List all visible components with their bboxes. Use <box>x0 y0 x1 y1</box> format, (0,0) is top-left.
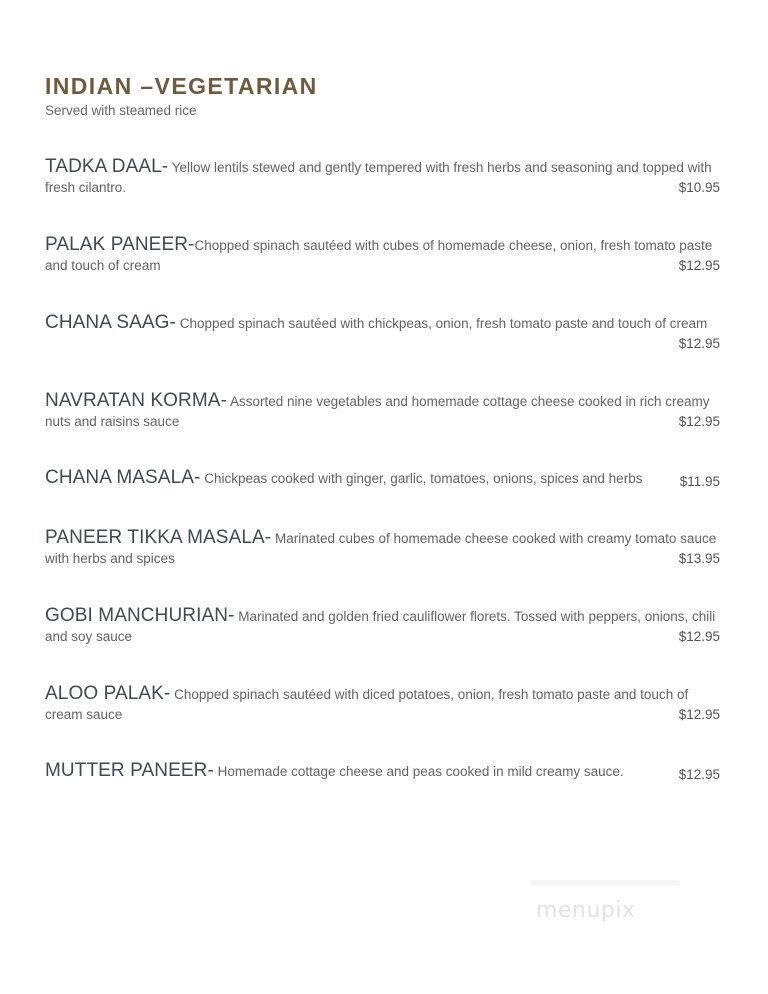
item-price: $10.95 <box>678 180 720 195</box>
menu-item-paneer-tikka-masala <box>45 527 720 569</box>
item-price: $11.95 <box>679 474 720 489</box>
item-name: PALAK PANEER- <box>45 234 195 255</box>
item-price: $12.95 <box>678 336 720 351</box>
menu-item-mutter-paneer <box>45 760 720 782</box>
item-price: $12.95 <box>678 629 720 644</box>
menu-item-tadka-daal <box>45 156 720 198</box>
section-subheading: Served with steamed rice <box>45 103 197 118</box>
item-description-continued: and touch of cream <box>45 258 161 273</box>
item-name: GOBI MANCHURIAN- <box>45 605 235 626</box>
item-name: CHANA SAAG- <box>45 312 176 333</box>
menu-item-aloo-palak <box>45 683 720 725</box>
menu-item-chana-masala <box>45 467 720 489</box>
watermark-decoration <box>530 880 680 886</box>
item-description-continued: nuts and raisins sauce <box>45 414 180 429</box>
item-price: $12.95 <box>678 767 720 782</box>
item-price: $13.95 <box>678 551 720 566</box>
item-description: Homemade cottage cheese and peas cooked in mild creamy sauce. <box>213 764 624 779</box>
item-description: Chopped spinach sautéed with chickpeas, onion, fresh tomato paste and touch of cream <box>175 316 708 331</box>
item-description-continued: with herbs and spices <box>45 551 175 566</box>
item-name: CHANA MASALA- <box>45 467 201 488</box>
item-description: Assorted nine vegetables and homemade cottage cheese cooked in rich creamy <box>227 394 710 409</box>
item-name: ALOO PALAK- <box>45 683 171 704</box>
item-price: $12.95 <box>678 258 720 273</box>
item-description: Chickpeas cooked with ginger, garlic, tomatoes, onions, spices and herbs <box>200 471 643 486</box>
item-name: TADKA DAAL- <box>45 156 169 177</box>
item-name: NAVRATAN KORMA- <box>45 390 228 411</box>
menu-item-chana-saag <box>45 312 720 354</box>
item-description: Marinated cubes of homemade cheese cooked with creamy tomato sauce <box>271 531 717 546</box>
item-description-continued: fresh cilantro. <box>45 180 127 195</box>
item-description: Yellow lentils stewed and gently tempered with fresh herbs and seasoning and topped with <box>168 160 712 175</box>
item-price: $12.95 <box>678 707 720 722</box>
item-name: PANEER TIKKA MASALA- <box>45 527 272 548</box>
item-description: Marinated and golden fried cauliflower florets. Tossed with peppers, onions, chili <box>234 609 716 624</box>
item-description: Chopped spinach sautéed with cubes of homemade cheese, onion, fresh tomato paste <box>194 238 713 253</box>
watermark-logo: menupix <box>536 898 636 923</box>
item-description-continued: cream sauce <box>45 707 123 722</box>
item-name: MUTTER PANEER- <box>45 760 214 781</box>
item-description: Chopped spinach sautéed with diced potatoes, onion, fresh tomato paste and touch of <box>170 687 689 702</box>
item-price: $12.95 <box>678 414 720 429</box>
item-description-continued: and soy sauce <box>45 629 133 644</box>
menu-item-navratan-korma <box>45 390 720 432</box>
menu-item-gobi-manchurian <box>45 605 720 647</box>
menu-item-palak-paneer <box>45 234 720 276</box>
section-heading: INDIAN –VEGETARIAN <box>45 73 318 99</box>
